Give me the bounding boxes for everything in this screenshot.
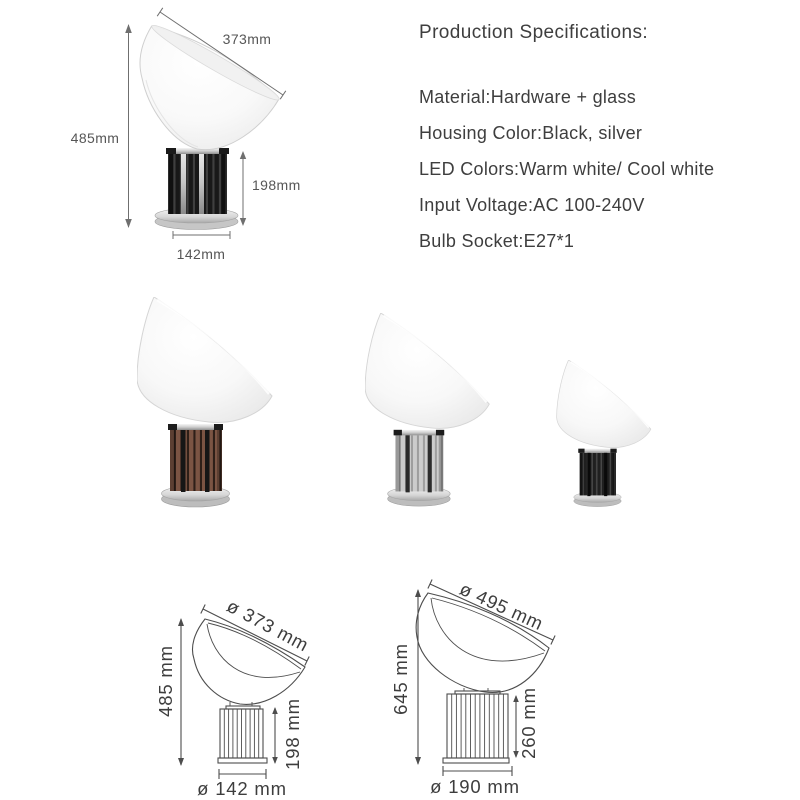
technical-drawing-large [380,545,590,800]
lamp-base [388,430,451,506]
photo-base-height-label: 198mm [252,177,301,193]
photo-diameter-label: 373mm [222,31,272,47]
specifications-block [419,22,789,266]
technical-drawing-small [130,545,365,800]
lamp-shade [557,360,651,448]
variant-lamp-bronze [137,297,277,509]
photo-base-diameter-label: 142mm [176,246,226,262]
spec-bulb-socket: Bulb Socket:E27*1 [419,231,575,251]
drawing-height-label: 645 mm [390,643,411,715]
drawing-diameter-label: ø 373 mm [223,594,313,656]
drawing-base-height-label: 198 mm [282,698,303,770]
drawing-base-diameter-label: ø 142 mm [197,778,287,799]
drawing-height-label: 485 mm [155,645,176,717]
photo-lamp-base [155,148,238,230]
variant-lamp-silver [365,313,494,508]
photo-height-label: 485mm [70,130,120,146]
lamp-shade [137,297,272,422]
drawing-base-height-label: 260 mm [518,687,539,759]
spec-input-voltage: Input Voltage:AC 100-240V [419,195,645,215]
drawing-dimensions [155,595,313,799]
lamp-base [574,449,621,507]
spec-housing-color: Housing Color:Black, silver [419,123,643,143]
drawing-diameter-label: ø 495 mm [456,577,547,635]
drawing-base-diameter-label: ø 190 mm [430,776,520,797]
specs-title: Production Specifications: [419,22,649,43]
spec-led-colors: LED Colors:Warm white/ Cool white [419,159,715,179]
lamp-shade [365,313,489,428]
lamp-base [162,424,230,507]
variant-lamp-black [556,360,655,508]
spec-material: Material:Hardware + glass [419,87,637,107]
annotated-lamp-photo [0,0,400,280]
